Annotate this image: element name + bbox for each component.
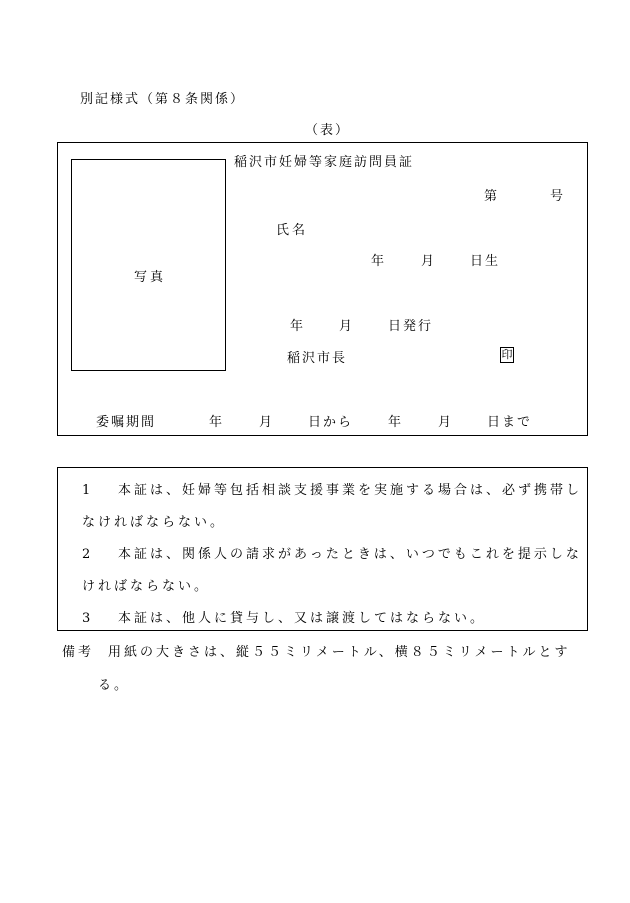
term-from-day: 日から bbox=[308, 415, 354, 430]
card-number-suffix: 号 bbox=[550, 189, 564, 204]
name-label: 氏名 bbox=[276, 223, 309, 238]
notes-box bbox=[57, 467, 588, 631]
note-text: 本証は、他人に貸与し、又は譲渡してはならない。 bbox=[118, 611, 487, 626]
birth-month: 月 bbox=[421, 254, 435, 269]
card-number-prefix: 第 bbox=[484, 189, 498, 204]
issuer-name: 稲沢市長 bbox=[287, 351, 348, 366]
note-item bbox=[82, 479, 582, 498]
term-to-day: 日まで bbox=[487, 415, 533, 430]
note-number: 1 bbox=[82, 483, 94, 498]
term-to-year: 年 bbox=[388, 415, 402, 430]
form-label: 別記様式（第８条関係） bbox=[80, 92, 246, 107]
side-label: （表） bbox=[305, 123, 351, 138]
note-item bbox=[82, 607, 486, 626]
remarks-text: 用紙の大きさは、縦５５ミリメートル、横８５ミリメートルとす bbox=[108, 645, 571, 660]
card-title: 稲沢市妊婦等家庭訪問員証 bbox=[234, 155, 415, 170]
issue-day-suffix: 日発行 bbox=[388, 319, 434, 334]
photo-frame bbox=[71, 159, 226, 371]
remarks-label: 備考 bbox=[62, 645, 95, 660]
note-number: 3 bbox=[82, 611, 94, 626]
remarks-line-continued: る。 bbox=[98, 678, 131, 693]
term-from-year: 年 bbox=[209, 415, 223, 430]
birth-year: 年 bbox=[371, 254, 385, 269]
note-text: 本証は、関係人の請求があったときは、いつでもこれを提示しな bbox=[118, 547, 582, 562]
term-from-month: 月 bbox=[259, 415, 273, 430]
term-to-month: 月 bbox=[438, 415, 452, 430]
id-card-front bbox=[57, 142, 588, 436]
issue-month: 月 bbox=[339, 319, 353, 334]
photo-label: 写真 bbox=[134, 270, 167, 285]
issue-year: 年 bbox=[290, 319, 304, 334]
official-seal-mark: 印 bbox=[501, 348, 513, 361]
term-label: 委嘱期間 bbox=[96, 415, 157, 430]
note-item-continued: ければならない。 bbox=[82, 579, 211, 594]
birth-day-suffix: 日生 bbox=[470, 254, 501, 269]
note-item-continued: なければならない。 bbox=[82, 515, 227, 530]
remarks-line bbox=[62, 641, 570, 660]
note-number: 2 bbox=[82, 547, 94, 562]
note-item bbox=[82, 543, 582, 562]
note-text: 本証は、妊婦等包括相談支援事業を実施する場合は、必ず携帯し bbox=[118, 483, 583, 498]
